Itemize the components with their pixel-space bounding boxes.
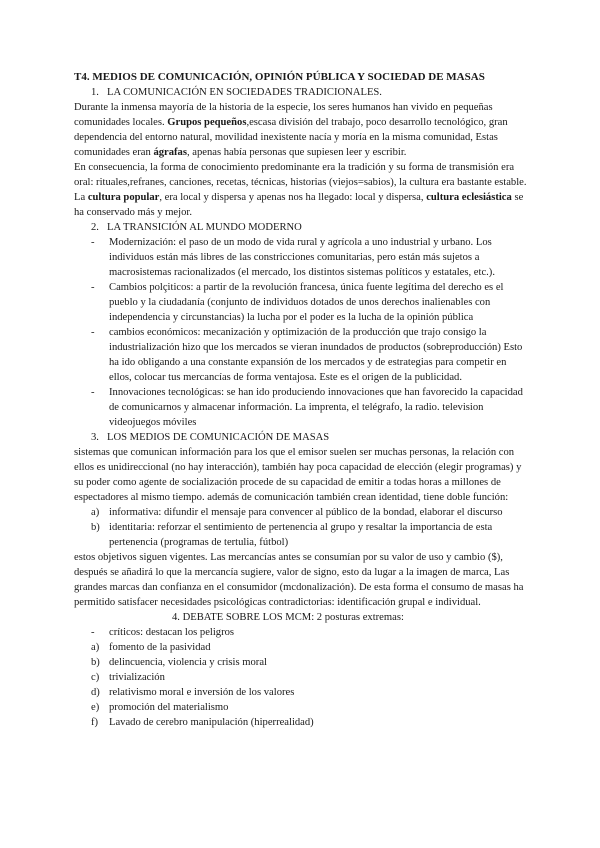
list-marker: f) (91, 717, 99, 728)
section-1-title: LA COMUNICACIÓN EN SOCIEDADES TRADICIONALES. (107, 87, 382, 98)
list-item (74, 235, 528, 280)
list-marker: a) (91, 507, 100, 518)
text-run: , apenas había personas que supiesen leer y escribir. (186, 147, 407, 158)
list-item (74, 685, 528, 700)
text-run: se ha conservado más y mejor. (74, 192, 524, 218)
section-3-list (74, 505, 528, 550)
text-run: En consecuencia, la forma de conocimiento predominante era la tradición y su forma de transmisión era oral: rituales,refranes, canciones, recetas, técnicas, historias (viejos=sabios), la cultura era bastante estable. La (74, 162, 527, 203)
list-item-text: fomento de la pasividad (109, 642, 211, 653)
list-item (74, 505, 528, 520)
list-item (74, 670, 528, 685)
section-3-paragraph-2: estos objetivos siguen vigentes. Las mercancías antes se consumían por su valor de uso y cambio ($), después se añadirá lo que la mercancía sugiere, valor de signo, esto da lugar a la imagen de marca, Las grandes marcas dan confianza en el consumidor (mcdonalización). De esta forma el consumo de masas ha permitido satisfacer necesidades psicológicas contradictorias: identificación grupal e individual. (74, 552, 524, 608)
bold-term: Grupos pequeños (167, 117, 247, 128)
section-3-title: LOS MEDIOS DE COMUNICACIÓN DE MASAS (107, 432, 330, 443)
list-item-text: Modernización: el paso de un modo de vida rural y agrícola a uno industrial y urbano. Los individuos están más libres de las constricciones comunitarias, pero están más sujetos a macrosistemas racionalizados (el mercado, los distintos sistemas políticos y estatales, etc.). (109, 237, 495, 278)
section-2-heading (74, 220, 528, 235)
text-run: Durante la inmensa mayoría de la historia de la especie, los seres humanos han vivido en pequeñas comunidades locales. (74, 102, 493, 128)
dash-marker: - (91, 237, 95, 248)
list-marker: e) (91, 702, 100, 713)
list-marker: b) (91, 522, 100, 533)
list-item-text: Lavado de cerebro manipulación (hiperrealidad) (109, 717, 314, 728)
section-1-number: 1. (91, 87, 99, 98)
list-item (74, 715, 528, 730)
dash-marker: - (91, 387, 95, 398)
section-2-list (74, 235, 528, 430)
dash-marker: - (91, 327, 95, 338)
section-3-paragraph-1: sistemas que comunican información para los que el emisor suelen ser muchas personas, la relación con ellos es unidireccional (no hay interacción), también hay poca capacidad de elección (elegir programas) y su poder como agente de socialización procede de su capacidad de emitir a todas horas a millones de espectadores al mismo tiempo. además de comunicación también crean identidad, tiene doble función: (74, 447, 522, 503)
list-item-text: delincuencia, violencia y crisis moral (109, 657, 267, 668)
list-item (74, 385, 528, 430)
list-item (74, 700, 528, 715)
critics-text: críticos: destacan los peligros (109, 627, 235, 638)
list-marker: c) (91, 672, 100, 683)
dash-marker: - (91, 282, 95, 293)
section-4-heading: 4. DEBATE SOBRE LOS MCM: 2 posturas extremas: (172, 612, 404, 623)
list-item-text: relativismo moral e inversión de los valores (109, 687, 295, 698)
list-item-text: Innovaciones tecnológicas: se han ido produciendo innovaciones que han favorecido la capacidad de comunicarnos y almacenar información. La imprenta, el telégrafo, la radio. television videojuegos móviles (109, 387, 523, 428)
list-item (74, 280, 528, 325)
section-2-number: 2. (91, 222, 99, 233)
list-item-text: Cambios polçiticos: a partir de la revolución francesa, única fuente legítima del derecho es el pueblo y la ciudadanía (conjunto de individuos dotados de unos derechos inalienables con independencia y circunstancias) la lucha por el poder es la lucha de la opinión pública (109, 282, 504, 323)
list-item (74, 520, 528, 550)
list-item (74, 640, 528, 655)
list-item-text: informativa: difundir el mensaje para convencer al público de la bondad, elaborar el discurso (109, 507, 503, 518)
section-1-heading (74, 85, 528, 100)
list-item-text: trivialización (109, 672, 165, 683)
bold-term: cultura popular (87, 192, 160, 203)
text-run: , era local y dispersa y apenas nos ha llegado: local y dispersa, (159, 192, 427, 203)
document-title: T4. MEDIOS DE COMUNICACIÓN, OPINIÓN PÚBLICA Y SOCIEDAD DE MASAS (74, 71, 485, 83)
list-item-text: identitaria: reforzar el sentimiento de pertenencia al grupo y resaltar la importancia de esta pertenencia (programas de tertulia, fútbol) (109, 522, 493, 548)
section-1-paragraph-2 (74, 160, 528, 220)
list-marker: d) (91, 687, 100, 698)
text-run: ,escasa división del trabajo, poco desarrollo tecnológico, gran dependencia del entorno natural, movilidad inexistente nacía y moría en la misma comunidad, Estas comunidades eran (74, 117, 508, 158)
list-marker: b) (91, 657, 100, 668)
list-item (74, 655, 528, 670)
section-3-heading (74, 430, 528, 445)
list-item-text: cambios económicos: mecanización y optimización de la producción que trajo consigo la industrialización hizo que los mercados se vieran inundados de productos (sobreproducción) Esto ha ido obligando a una constante expansión de los mercados y de estrategias para competir en ellos, colocar tus mercancías de forma ventajosa. Este es el origen de la publicidad. (109, 327, 523, 383)
bold-term: cultura eclesiástica (426, 192, 512, 203)
section-4-list (74, 640, 528, 730)
list-item-text: promoción del materialismo (109, 702, 229, 713)
section-2-title: LA TRANSICIÓN AL MUNDO MODERNO (107, 222, 302, 233)
bold-term: ágrafas (153, 147, 187, 158)
document-page (74, 70, 528, 730)
dash-marker: - (91, 627, 95, 638)
section-3-number: 3. (91, 432, 99, 443)
section-1-paragraph-1 (74, 100, 528, 160)
list-marker: a) (91, 642, 100, 653)
critics-item (74, 625, 528, 640)
list-item (74, 325, 528, 385)
